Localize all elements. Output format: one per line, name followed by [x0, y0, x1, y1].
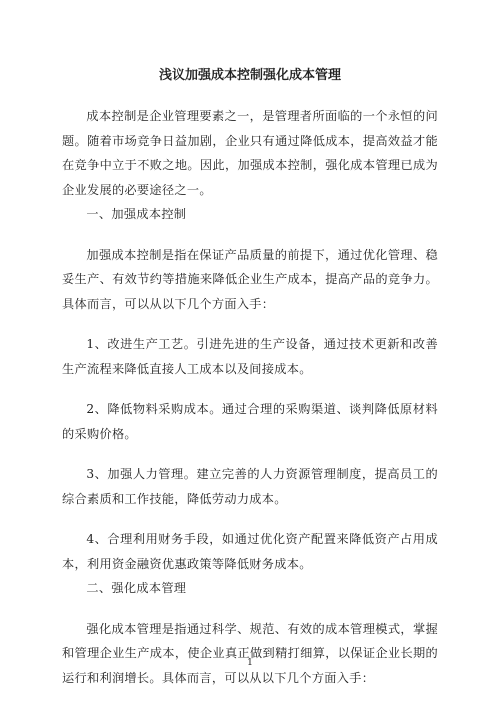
- document-body: [62, 104, 438, 690]
- list-item-1: 1、改进生产工艺。引进先进的生产设备，通过技术更新和改善生产流程来降低直接人工成本以及间接成本。: [62, 337, 438, 376]
- list-item-3: 3、加强人力管理。建立完善的人力资源管理制度，提高员工的综合素质和工作技能，降低劳动力成本。: [62, 467, 438, 506]
- list-item-4: 4、合理利用财务手段，如通过优化资产配置来降低资产占用成本，利用资金融资优惠政策等降低财务成本。: [62, 532, 438, 571]
- intro-paragraph: 成本控制是企业管理要素之一，是管理者所面临的一个永恒的问题。随着市场竞争日益加剧，企业只有通过降低成本，提高效益才能在竞争中立于不败之地。因此，加强成本控制，强化成本管理已成为企业发展的必要途径之一。: [62, 109, 438, 197]
- list-item-2: 2、降低物料采购成本。通过合理的采购渠道、谈判降低原材料的采购价格。: [62, 402, 438, 441]
- document-title: 浅议加强成本控制强化成本管理: [158, 68, 341, 83]
- section-1-paragraph: 加强成本控制是指在保证产品质量的前提下，通过优化管理、稳妥生产、有效节约等措施来降低企业生产成本，提高产品的竞争力。具体而言，可以从以下几个方面入手：: [62, 247, 438, 311]
- page-number: 1: [247, 658, 253, 668]
- section-heading-2: 二、强化成本管理: [86, 581, 187, 595]
- section-2-paragraph: 强化成本管理是指通过科学、规范、有效的成本管理模式，掌握和管理企业生产成本，使企业真正做到精打细算，以保证企业长期的运行和利润增长。具体而言，可以从以下几个方面入手：: [62, 621, 438, 685]
- section-heading-1: 一、加强成本控制: [86, 207, 187, 221]
